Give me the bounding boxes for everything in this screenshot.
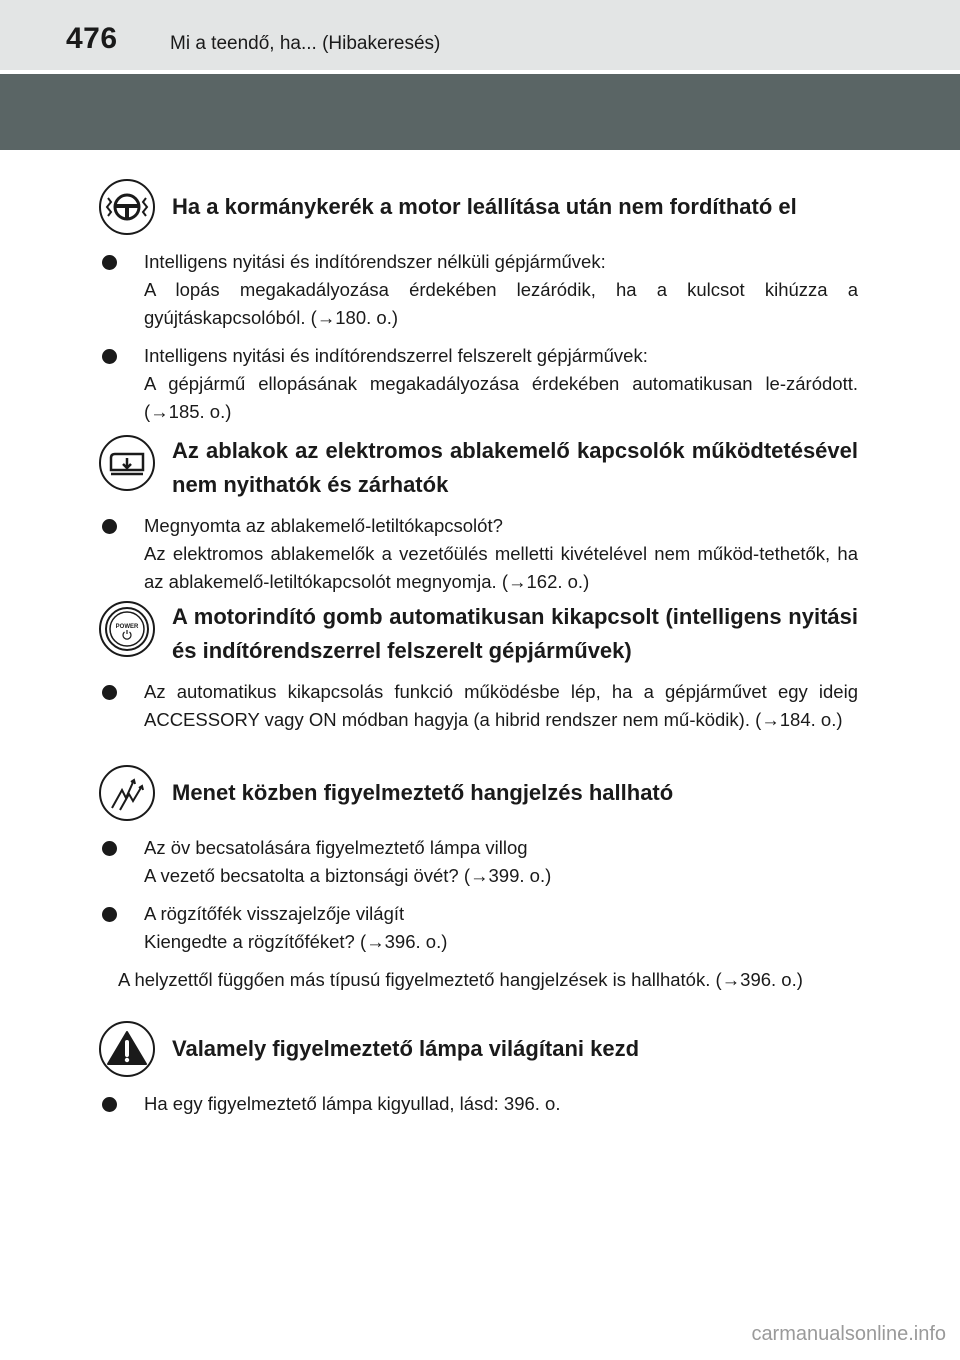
- bullet-text: Ha egy figyelmeztető lámpa kigyullad, lásd: 396. o.: [144, 1093, 561, 1114]
- power-label: POWER: [115, 624, 139, 630]
- chapter-title: Mi a teendő, ha... (Hibakeresés): [170, 33, 441, 54]
- page-number: 476: [66, 22, 118, 55]
- list-item: [98, 678, 858, 734]
- warning-triangle-icon: [98, 1020, 156, 1078]
- bullet-question: Az öv becsatolására figyelmeztető lámpa villog: [144, 837, 528, 858]
- bullet-answer: A vezető becsatolta a biztonsági övét? (→399. o.): [144, 865, 552, 886]
- section-header: [98, 182, 858, 238]
- bullet-question: Intelligens nyitási és indítórendszer nélküli gépjárművek:: [144, 251, 606, 272]
- section-title: Menet közben figyelmeztető hangjelzés hallható: [172, 780, 674, 805]
- section-power-window: [98, 426, 858, 596]
- section-power-button: [98, 592, 858, 734]
- steering-lock-icon: [98, 178, 156, 236]
- section-steering-lock: [98, 182, 858, 426]
- section-header: [98, 768, 858, 824]
- list-item: [98, 512, 858, 596]
- section-header: [98, 426, 858, 502]
- warning-sound-icon: [98, 764, 156, 822]
- window-switch-icon: [98, 434, 156, 492]
- section-title: Ha a kormánykerék a motor leállítása után nem fordítható el: [172, 194, 797, 219]
- header-banner: [0, 74, 960, 150]
- bullet-answer: A lopás megakadályozása érdekében lezáródik, ha a kulcsot kihúzza a gyújtáskapcsolóból. (→180. o.): [144, 279, 858, 328]
- bullet-question: Megnyomta az ablakemelő-letiltókapcsolót?: [144, 515, 503, 536]
- section-title: Valamely figyelmeztető lámpa világítani kezd: [172, 1036, 640, 1061]
- power-button-icon: [98, 600, 156, 658]
- bullet-answer: Az elektromos ablakemelők a vezetőülés melletti kivételével nem működ-tethetők, ha az ablakemelő-letiltókapcsolót megnyomja. (→162. o.): [144, 543, 858, 592]
- list-item: [98, 900, 858, 956]
- watermark: carmanualsonline.info: [751, 1323, 946, 1345]
- list-item: [98, 834, 858, 890]
- page-header: [0, 0, 960, 70]
- list-item: [98, 342, 858, 426]
- bullet-answer: A gépjármű ellopásának megakadályozása érdekében automatikusan le-záródott. (→185. o.): [144, 373, 858, 422]
- list-item: [98, 1090, 858, 1118]
- section-note: A helyzettől függően más típusú figyelmeztető hangjelzések is hallhatók. (→396. o.): [118, 969, 803, 990]
- bullet-text: Az automatikus kikapcsolás funkció működésbe lép, ha a gépjárművet egy ideig ACCESSORY vagy ON módban hagyja (a hibrid rendszer nem mű-ködik). (→184. o.): [144, 681, 858, 730]
- bullet-question: A rögzítőfék visszajelzője világít: [144, 903, 405, 924]
- list-item: [98, 248, 858, 332]
- section-warning-light: [98, 1024, 858, 1118]
- section-warning-sound: [98, 768, 858, 994]
- section-header: [98, 1024, 858, 1080]
- bullet-question: Intelligens nyitási és indítórendszerrel felszerelt gépjárművek:: [144, 345, 648, 366]
- bullet-answer: Kiengedte a rögzítőféket? (→396. o.): [144, 931, 448, 952]
- section-title: A motorindító gomb automatikusan kikapcsolt (intelligens nyitási és indítórendszerrel felszerelt gépjárművek): [172, 604, 858, 663]
- section-title: Az ablakok az elektromos ablakemelő kapcsolók működtetésével nem nyithatók és zárhatók: [172, 438, 858, 497]
- section-header: [98, 592, 858, 668]
